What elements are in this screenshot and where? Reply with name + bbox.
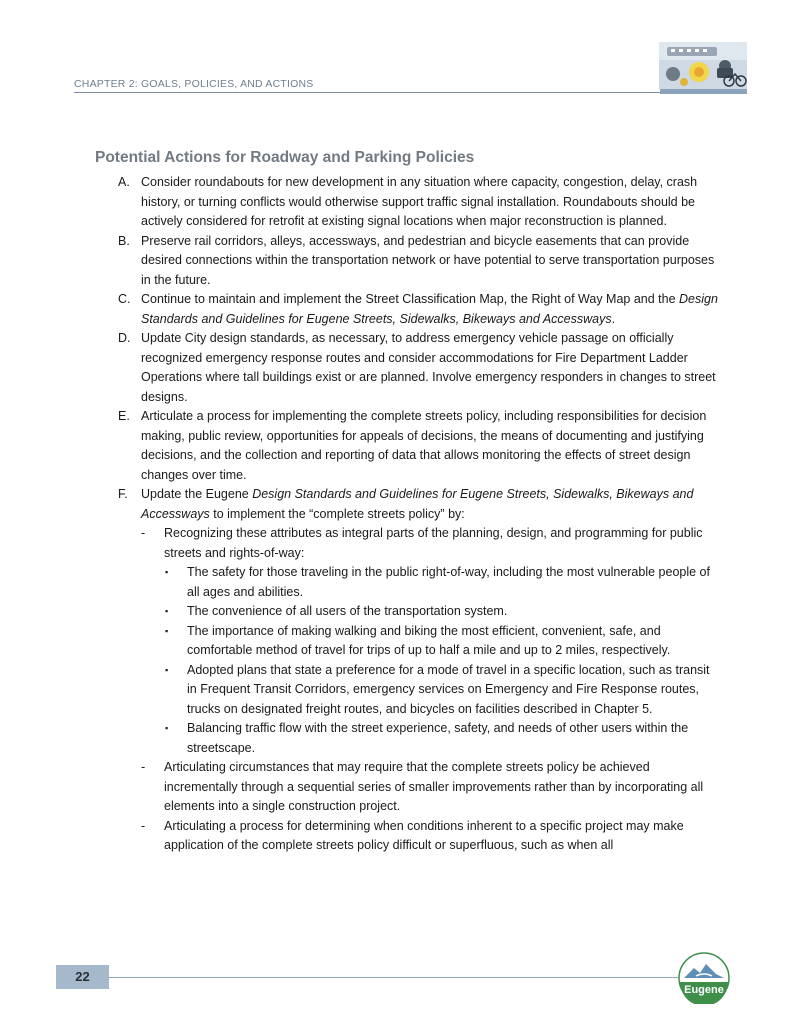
item-marker: A. xyxy=(118,175,130,189)
header-rule xyxy=(74,92,660,93)
sub-item-text: Articulating a process for determining when conditions inherent to a specific project may make application of the complete streets policy difficult or superfluous, such as when all xyxy=(164,818,684,852)
item-text: Update City design standards, as necessary, to address emergency vehicle passage on officially recognized emergency response routes and consider accommodations for Fire Department Ladder Operations where tall buildings exist or are planned. Involve emergency responders in changes to street designs. xyxy=(141,331,716,404)
bullet-marker-icon: ▪ xyxy=(165,723,169,733)
action-item-b xyxy=(118,232,718,291)
chapter-header: CHAPTER 2: GOALS, POLICIES, AND ACTIONS xyxy=(74,78,314,90)
header-accent-bar xyxy=(660,89,747,94)
bullet-text: Balancing traffic flow with the street experience, safety, and needs of other users within the streetscape. xyxy=(187,721,689,755)
logo-text: Eugene xyxy=(684,984,724,996)
bullet-marker-icon: ▪ xyxy=(165,625,169,636)
bullet-text: Adopted plans that state a preference for a mode of travel in a specific location, such as transit in Frequent Transit Corridors, emergency services on Emergency and Fire Response routes, trucks on designated freight routes, and bicycles on facilities described in Chapter 5. xyxy=(187,662,710,716)
item-marker: C. xyxy=(118,292,131,306)
item-marker: F. xyxy=(118,487,128,501)
sub-item xyxy=(141,758,718,817)
section-title: Potential Actions for Roadway and Parking Policies xyxy=(95,149,475,166)
item-text: Update the Eugene Design Standards and Guidelines for Eugene Streets, Sidewalks, Bikeways and Accessways to implement the “complete streets policy” by: xyxy=(141,487,694,521)
sub-item xyxy=(141,524,718,563)
action-item-d xyxy=(118,329,718,407)
dash-marker: - xyxy=(141,526,146,540)
policy-actions-list xyxy=(118,173,718,856)
bullet-marker-icon: ▪ xyxy=(165,606,169,616)
item-marker: D. xyxy=(118,331,131,345)
item-text: Consider roundabouts for new development in any situation where capacity, congestion, delay, crash history, or turning conflicts would otherwise support traffic signal installation. Roundabouts should be actively considered for retrofit at existing signal locations when major reconstruction is planned. xyxy=(141,175,698,228)
design-standards-title: Design Standards and Guidelines for Eugene Streets, Sidewalks, Bikeways and Accessways xyxy=(141,487,694,521)
dash-marker: - xyxy=(141,818,146,833)
bullet-item xyxy=(165,602,718,622)
transportation-collage-icon xyxy=(659,42,747,89)
dash-marker: - xyxy=(141,760,146,774)
item-marker: E. xyxy=(118,409,130,423)
bullet-item xyxy=(165,661,718,720)
action-item-e xyxy=(118,407,718,485)
item-text: Preserve rail corridors, alleys, accessways, and pedestrian and bicycle easements that can provide desired connections within the transportation network or have potential to serve transportation purposes in the future. xyxy=(141,233,715,287)
sub-item-text: Recognizing these attributes as integral parts of the planning, design, and programming for public streets and rights-of-way: xyxy=(164,526,703,560)
sub-item xyxy=(141,817,718,856)
bullet-item xyxy=(165,622,718,661)
page-number: 22 xyxy=(75,969,90,984)
bullet-text: The safety for those traveling in the public right-of-way, including the most vulnerable people of all ages and abilities. xyxy=(187,565,710,599)
bullet-marker-icon: ▪ xyxy=(165,664,169,675)
item-marker: B. xyxy=(118,233,130,248)
action-item-a xyxy=(118,173,718,232)
bullet-item xyxy=(165,719,718,758)
footer-rule xyxy=(109,977,679,978)
item-text: Continue to maintain and implement the Street Classification Map, the Right of Way Map and the Design Standards and Guidelines for Eugene Streets, Sidewalks, Bikeways and Accessways. xyxy=(141,292,718,326)
bullet-marker-icon: ▪ xyxy=(165,567,169,577)
item-text: Articulate a process for implementing the complete streets policy, including responsibilities for decision making, public review, opportunities for appeals of decisions, the means of documenting and justifying decisions, and the collection and reporting of data that allows monitoring the effects of street design changes over time. xyxy=(141,409,707,482)
bullet-text: The convenience of all users of the transportation system. xyxy=(187,604,508,618)
action-item-c xyxy=(118,290,718,329)
design-standards-title: Design Standards and Guidelines for Eugene Streets, Sidewalks, Bikeways and Accessways xyxy=(141,292,718,326)
bullet-item xyxy=(165,563,718,602)
bullet-text: The importance of making walking and biking the most efficient, convenient, safe, and comfortable method of travel for trips of up to half a mile and up to 2 miles, respectively. xyxy=(187,623,671,657)
sub-item-text: Articulating circumstances that may require that the complete streets policy be achieved incrementally through a sequential series of smaller improvements rather than by incorporating all elements into a single construction project. xyxy=(164,760,704,813)
eugene-logo-icon xyxy=(678,952,730,1004)
action-item-f xyxy=(118,485,718,524)
